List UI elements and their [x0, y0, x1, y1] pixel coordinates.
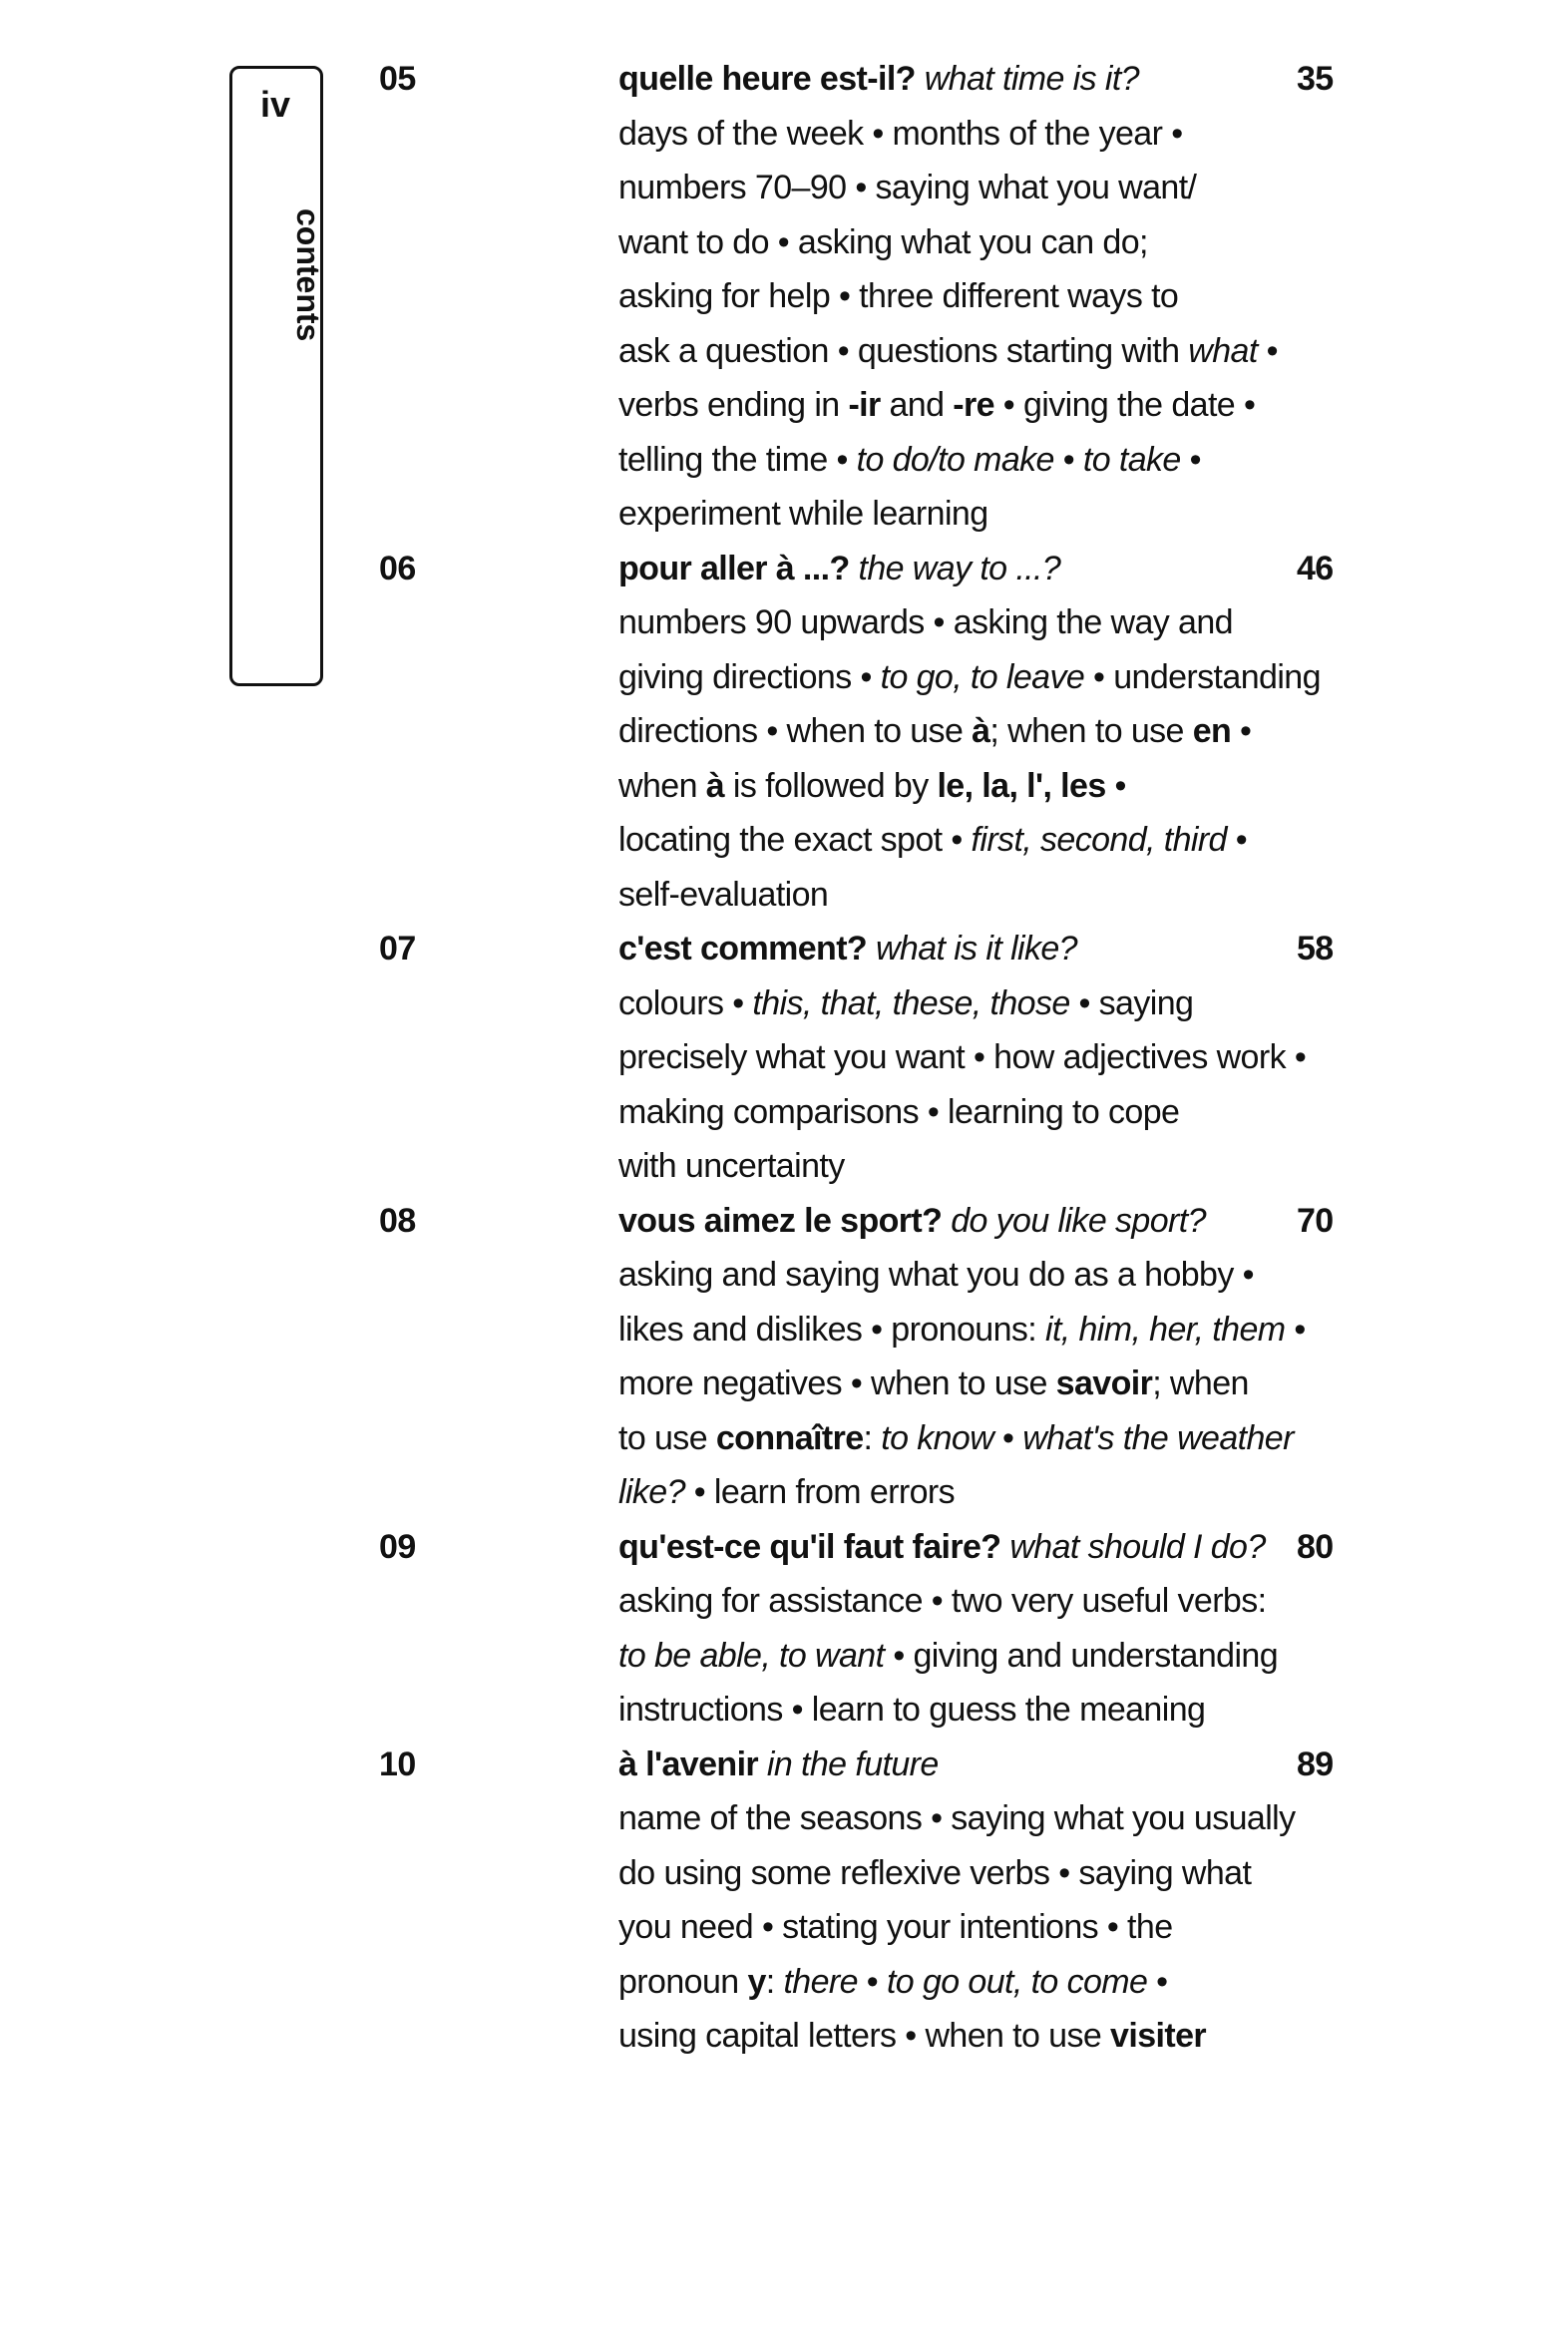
side-tab	[229, 66, 326, 686]
unit-topic-line: directions • when to use à; when to use en •	[618, 712, 1252, 750]
unit-number: 08	[379, 1201, 416, 1240]
unit-title-french: pour aller à ...?	[618, 549, 850, 587]
unit-topic-line: locating the exact spot • first, second, third •	[618, 821, 1248, 859]
unit-title-french: vous aimez le sport?	[618, 1201, 943, 1240]
unit-title-english: what should I do?	[1009, 1527, 1266, 1566]
unit-title	[618, 1194, 1357, 1249]
unit-topic-line: telling the time • to do/to make • to take •	[618, 440, 1201, 479]
unit-number: 09	[379, 1527, 416, 1566]
unit-content	[618, 1520, 1357, 1738]
unit-content	[618, 922, 1357, 1194]
unit-topic-line: to use connaître: to know • what's the weather	[618, 1418, 1294, 1457]
unit-topic-line: asking for help • three different ways to	[618, 277, 1179, 315]
unit-topic-line: days of the week • months of the year •	[618, 114, 1183, 153]
unit-topic-line: precisely what you want • how adjectives work •	[618, 1038, 1307, 1076]
unit-topic-line: numbers 70–90 • saying what you want/	[618, 169, 1197, 206]
unit-topic-line: likes and dislikes • pronouns: it, him, her, them •	[618, 1310, 1306, 1349]
unit-title-english: the way to ...?	[858, 549, 1061, 587]
unit-topic-line: experiment while learning	[618, 495, 988, 533]
page-number: 35	[1297, 60, 1334, 98]
unit-title-english: in the future	[766, 1744, 939, 1783]
unit-number: 10	[379, 1744, 416, 1783]
unit-topic-line: do using some reflexive verbs • saying what	[618, 1853, 1252, 1892]
unit-topic-line: when à is followed by le, la, l', les •	[618, 766, 1126, 805]
unit-title-french: c'est comment?	[618, 930, 868, 968]
unit-title	[618, 542, 1357, 596]
unit-topic-line: you need • stating your intentions • the	[618, 1908, 1173, 1946]
unit-topic-line: to be able, to want • giving and understanding	[618, 1636, 1279, 1675]
page-number: 58	[1297, 930, 1334, 968]
unit-topic-line: more negatives • when to use savoir; when	[618, 1364, 1249, 1402]
page-number: 89	[1297, 1744, 1334, 1783]
unit-topic-line: numbers 90 upwards • asking the way and	[618, 603, 1233, 641]
unit-topic-line: asking and saying what you do as a hobby •	[618, 1256, 1254, 1294]
unit-title	[618, 922, 1357, 976]
section-label: contents	[290, 208, 326, 342]
unit-topic-line: like? • learn from errors	[618, 1473, 956, 1511]
unit-topic-line: with uncertainty	[618, 1147, 845, 1185]
page-number: 80	[1297, 1527, 1334, 1566]
unit-topic-line: colours • this, that, these, those • saying	[618, 983, 1194, 1022]
unit-title	[618, 1520, 1357, 1575]
unit-content	[618, 1194, 1357, 1520]
unit-title-french: à l'avenir	[618, 1744, 759, 1783]
unit-title-english: what time is it?	[924, 60, 1139, 98]
unit-topic-line: want to do • asking what you can do;	[618, 222, 1148, 261]
page-number-label: iv	[260, 84, 291, 125]
unit-number: 06	[379, 549, 416, 587]
page-number: 46	[1297, 549, 1334, 587]
unit-topic-line: making comparisons • learning to cope	[618, 1092, 1180, 1131]
unit-topic-line: giving directions • to go, to leave • understanding	[618, 657, 1321, 696]
unit-topic-line: asking for assistance • two very useful verbs:	[618, 1582, 1267, 1620]
unit-title	[618, 52, 1357, 107]
unit-number: 07	[379, 930, 416, 968]
unit-content	[618, 52, 1357, 542]
unit-number: 05	[379, 60, 416, 98]
unit-title-english: what is it like?	[875, 930, 1077, 968]
unit-content	[618, 542, 1357, 923]
unit-topic-line: pronoun y: there • to go out, to come •	[618, 1962, 1168, 2001]
unit-title	[618, 1738, 1357, 1792]
page-number: 70	[1297, 1201, 1334, 1240]
unit-title-french: qu'est-ce qu'il faut faire?	[618, 1527, 1001, 1566]
unit-topic-line: instructions • learn to guess the meaning	[618, 1691, 1206, 1729]
unit-title-french: quelle heure est-il?	[618, 60, 916, 98]
unit-title-english: do you like sport?	[951, 1201, 1206, 1240]
unit-content	[618, 1738, 1357, 2064]
unit-topic-line: verbs ending in -ir and -re • giving the date •	[618, 386, 1256, 424]
unit-topic-line: self-evaluation	[618, 875, 829, 914]
unit-topic-line: ask a question • questions starting with what •	[618, 331, 1278, 370]
unit-topic-line: name of the seasons • saying what you usually	[618, 1799, 1296, 1837]
unit-topic-line: using capital letters • when to use visiter	[618, 2017, 1207, 2055]
